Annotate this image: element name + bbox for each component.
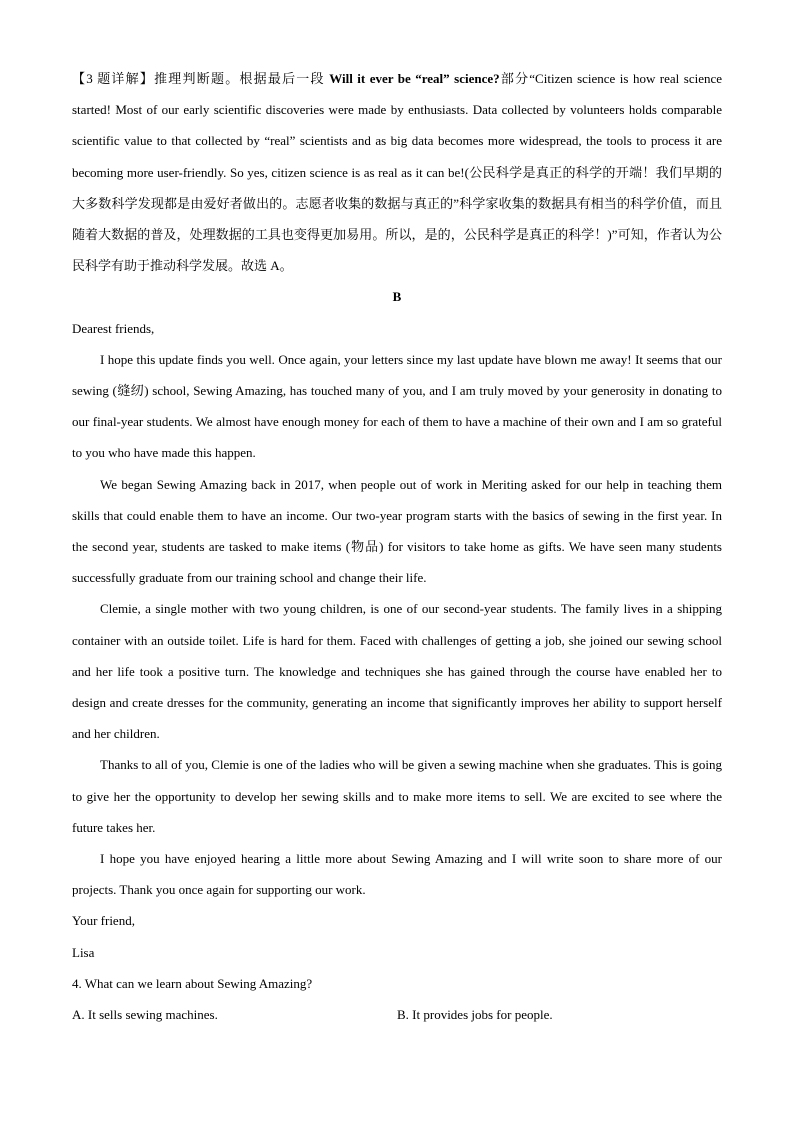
document-content — [72, 63, 722, 1030]
letter-closing: Your friend, — [72, 913, 135, 929]
explanation-body: 部分“Citizen science is how real science started! Most of our early scientific discoveries were made by enthusiasts. Data collected by volunteers holds comparable scientific value to that collected by “real” scientists and as big data becomes more widespread, the tools to process it are becoming more user-friendly. So yes, citizen science is as real as it can be!(公民科学是真正的科学的开端！我们早期的大多数科学发现都是由爱好者做出的。志愿者收集的数据与真正的”科学家收集的数据具有相当的科学价值，而且随着大数据的普及，处理数据的工具也变得更加易用。所以，是的，公民科学是真正的科学！)”可知，作者认为公民科学有助于推动科学发展。故选 A。 — [72, 71, 723, 274]
letter-paragraph-1: I hope this update finds you well. Once again, your letters since my last update have blown me away! It seems that our sewing (缝纫) school, Sewing Amazing, has touched many of you, and I am truly moved by your generosity in donating to our final-year students. We almost have enough money for each of them to have a machine of their own and I am so grateful to you who have made this happen. — [72, 351, 722, 461]
section-label: B — [392, 289, 402, 305]
letter-paragraph-5: I hope you have enjoyed hearing a little more about Sewing Amazing and I will write soon to share more of our projects. Thank you once again for supporting our work. — [72, 851, 722, 898]
letter-paragraph-2: We began Sewing Amazing back in 2017, when people out of work in Meriting asked for our help in teaching them skills that could enable them to have an income. Our two-year program starts with the basics of sewing in the first year. In the second year, students are tasked to make items (物品) for visitors to take home as gifts. We have seen many students successfully graduate from our training school and change their life. — [72, 476, 722, 586]
letter-signature: Lisa — [72, 944, 95, 960]
option-b: B. It provides jobs for people. — [397, 1007, 553, 1023]
letter-paragraph-4: Thanks to all of you, Clemie is one of the ladies who will be given a sewing machine when she graduates. This is going to give her the opportunity to develop her sewing skills and to make more items to sell. We are excited to see where the future takes her. — [72, 757, 722, 835]
question-options — [72, 999, 722, 1030]
question-stem: 4. What can we learn about Sewing Amazing? — [72, 975, 313, 991]
letter-paragraph-3: Clemie, a single mother with two young children, is one of our second-year students. The family lives in a shipping container with an outside toilet. Life is hard for them. Faced with challenges of getting a job, she joined our sewing school and her life took a positive turn. The knowledge and techniques she has gained through the course have enabled her to design and create dresses for the community, generating an income that significantly improves her ability to support herself and her children. — [72, 601, 722, 742]
explanation-prefix: 【3 题详解】推理判断题。根据最后一段 — [72, 71, 330, 86]
explanation-paragraph — [72, 63, 722, 281]
explanation-heading: Will it ever be “real” science? — [329, 71, 500, 86]
option-a: A. It sells sewing machines. — [72, 1007, 218, 1023]
letter-greeting: Dearest friends, — [72, 320, 155, 336]
